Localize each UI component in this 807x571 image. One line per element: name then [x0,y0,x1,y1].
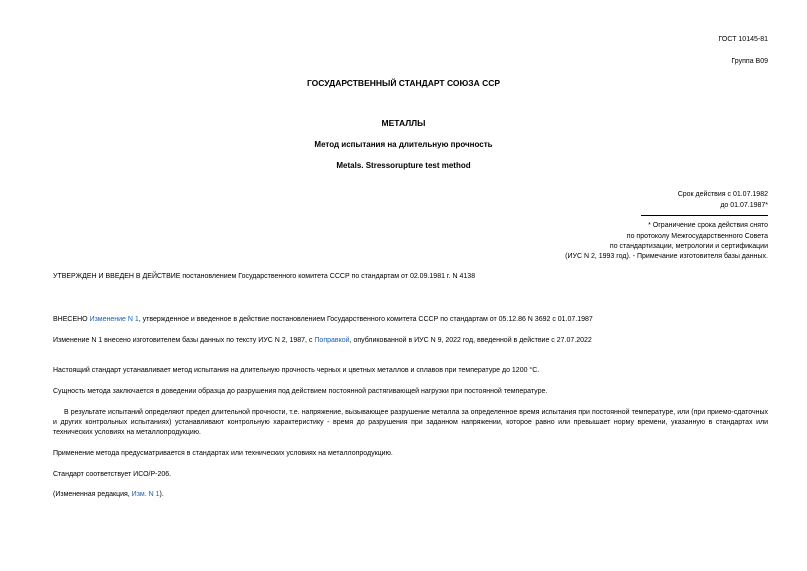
method-title-ru: Метод испытания на длительную прочность [314,140,493,149]
amendment-1-short-link[interactable]: Изм. N 1 [131,491,160,498]
correction-link[interactable]: Поправкой [314,337,350,344]
method-title-en: Metals. Stressorupture test method [336,161,471,170]
footnote-divider [641,215,768,216]
body-paragraph-essence: Сущность метода заключается в доведении образца до разрушения под действием постоянной растягивающей нагрузки при постоянной температуре. [53,388,548,395]
standard-title: ГОСУДАРСТВЕННЫЙ СТАНДАРТ СОЮЗА ССР [306,78,501,88]
body-paragraph-results: В результате испытаний определяют предел длительной прочности, т.е. напряжение, вызывающее разрушение металла за определенное время испытания при постоянной температуре, или (при приемо-сдаточных и других контрольных испытаниях) устанавливают контрольную характеристику - время до разрушения при заданном напряжении, которое равно или превышает норму времени, указанную в стандартах или технических условиях на металлопродукцию. [53,409,768,436]
approval-statement: УТВЕРЖДЕН И ВВЕДЕН В ДЕЙСТВИЕ постановлением Государственного комитета СССР по стандартам от 02.09.1981 г. N 4138 [53,273,476,280]
subject-title: МЕТАЛЛЫ [381,118,426,128]
introduced-suffix: , утвержденное и введенное в действие постановлением Государственного комитета СССР по стандартам от 05.12.86 N 3692 с 01.07.1987 [138,316,593,323]
introduced-prefix: ВНЕСЕНО [53,316,90,323]
body-paragraph-application: Применение метода предусматривается в стандартах или технических условиях на металлопродукцию. [53,450,393,457]
change-note-prefix: Изменение N 1 внесено изготовителем базы данных по тексту ИУС N 2, 1987, с [53,337,315,344]
document-code: ГОСТ 10145-81 [718,36,768,43]
edition-note [53,490,768,500]
amendment-1-link[interactable]: Изменение N 1 [89,316,139,323]
footnote-line-2: по протоколу Межгосударственного Совета [626,233,768,240]
footnote-line-1: * Ограничение срока действия снято [648,222,768,229]
edition-note-prefix: (Измененная редакция, [53,491,132,498]
body-paragraph-iso: Стандарт соответствует ИСО/Р-206. [53,471,172,478]
footnote-line-3: по стандартизации, метрологии и сертификации [609,243,768,250]
body-paragraph-scope: Настоящий стандарт устанавливает метод испытания на длительную прочность черных и цветных металлов и сплавов при температуре до 1200 °С. [53,367,540,374]
document-group: Группа В09 [731,58,768,65]
introduced-statement [53,315,768,325]
change-note [53,336,768,346]
footnote-line-4: (ИУС N 2, 1993 год). - Примечание изготовителя базы данных. [565,253,768,260]
validity-to: до 01.07.1987* [720,202,768,209]
validity-from: Срок действия с 01.07.1982 [677,191,768,198]
change-note-suffix: , опубликованной в ИУС N 9, 2022 год, введенной в действие с 27.07.2022 [349,337,592,344]
edition-note-suffix: ). [159,491,164,498]
